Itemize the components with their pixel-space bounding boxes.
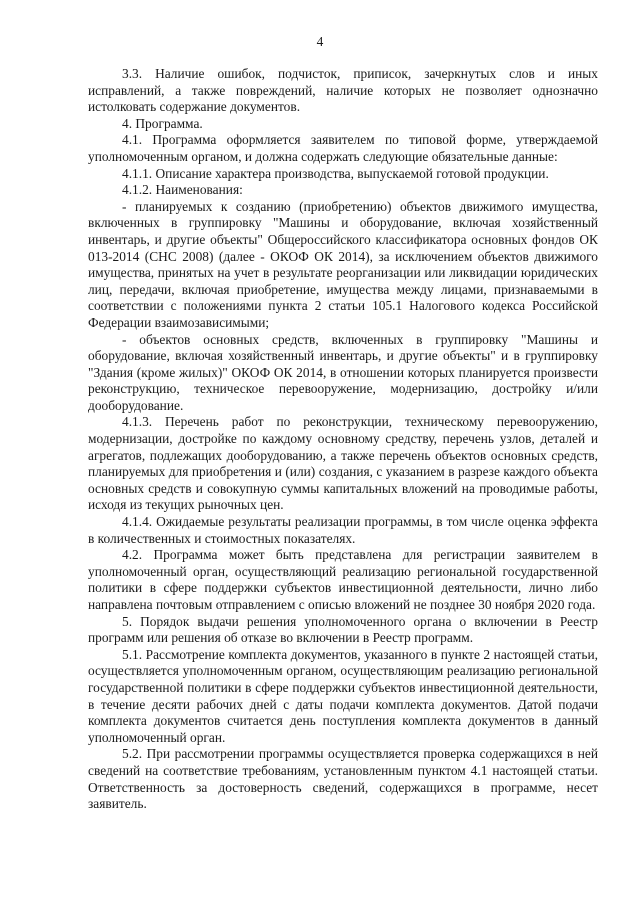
paragraph-5-2: 5.2. При рассмотрении программы осуществляется проверка содержащихся в ней сведений на соответствие требованиям, установленным пунктом 4.1 настоящей статьи. Ответственность за достоверность сведений, содержащихся в программе, несет заявитель. — [88, 746, 598, 812]
paragraph-4-1-3: 4.1.3. Перечень работ по реконструкции, техническому перевооружению, модернизации, достройке по каждому основному средству, перечень узлов, деталей и агрегатов, подлежащих дооборудованию, а также перечень объектов основных средств, планируемых для приобретения и (или) создания, с указанием в разрезе каждого объекта основных средств и совокупную суммы капитальных вложений на проводимые работы, исходя из текущих рыночных цен. — [88, 414, 598, 513]
paragraph-4-1-1: 4.1.1. Описание характера производства, выпускаемой готовой продукции. — [122, 165, 549, 181]
page-number: 4 — [316, 34, 324, 49]
heading-5-procedure: 5. Порядок выдачи решения уполномоченного органа о включении в Реестр программ или решения об отказе во включении в Реестр программ. — [88, 613, 598, 646]
document-body — [88, 66, 598, 813]
paragraph-4-1-4: 4.1.4. Ожидаемые результаты реализации программы, в том числе оценка эффекта в количественных и стоимостных показателях. — [88, 514, 598, 546]
paragraph-3-3: 3.3. Наличие ошибок, подчисток, приписок, зачеркнутых слов и иных исправлений, а также повреждений, наличие которых не позволяет однозначно истолковать содержание документов. — [88, 66, 598, 115]
list-item-fixed-assets: - объектов основных средств, включенных в группировку "Машины и оборудование, включая хозяйственный инвентарь, и другие объекты" и в группировку "Здания (кроме жилых)" ОКОФ ОК 2014, в отношении которых планируется произвести реконструкцию, техническое перевооружение, модернизацию, достройку и/или дооборудование. — [88, 331, 598, 413]
paragraph-4-2: 4.2. Программа может быть представлена для регистрации заявителем в уполномоченный орган, осуществляющий реализацию региональной государственной политики в сфере поддержки субъектов инвестиционной деятельности, лично либо направлена почтовым отправлением с описью вложений не позднее 30 ноября 2020 года. — [88, 547, 598, 612]
paragraph-4-1: 4.1. Программа оформляется заявителем по типовой форме, утверждаемой уполномоченным органом, и должна содержать следующие обязательные данные: — [88, 132, 598, 164]
list-item-movable-property: - планируемых к созданию (приобретению) объектов движимого имущества, включенных в группировку "Машины и оборудование, включая хозяйственный инвентарь, и другие объекты" Общероссийского классификатора основных фондов ОК 013-2014 (СНС 2008) (далее - ОКОФ ОК 2014), за исключением объектов движимого имущества, принятых на учет в результате реорганизации или ликвидации юридических лиц, передачи, включая приобретение, имущества между лицами, признаваемыми в соответствии с положениями пункта 2 статьи 105.1 Налогового кодекса Российской Федерации взаимозависимыми; — [88, 198, 598, 330]
paragraph-4-1-2: 4.1.2. Наименования: — [122, 182, 243, 198]
paragraph-5-1: 5.1. Рассмотрение комплекта документов, указанного в пункте 2 настоящей статьи, осуществляется уполномоченным органом, осуществляющим реализацию региональной государственной политики в сфере поддержки субъектов инвестиционной деятельности, в течение десяти рабочих дней с даты подачи комплекта документов. Датой подачи комплекта документов считается день поступления комплекта документов в данный уполномоченный орган. — [88, 646, 598, 745]
heading-4-program: 4. Программа. — [122, 115, 203, 131]
